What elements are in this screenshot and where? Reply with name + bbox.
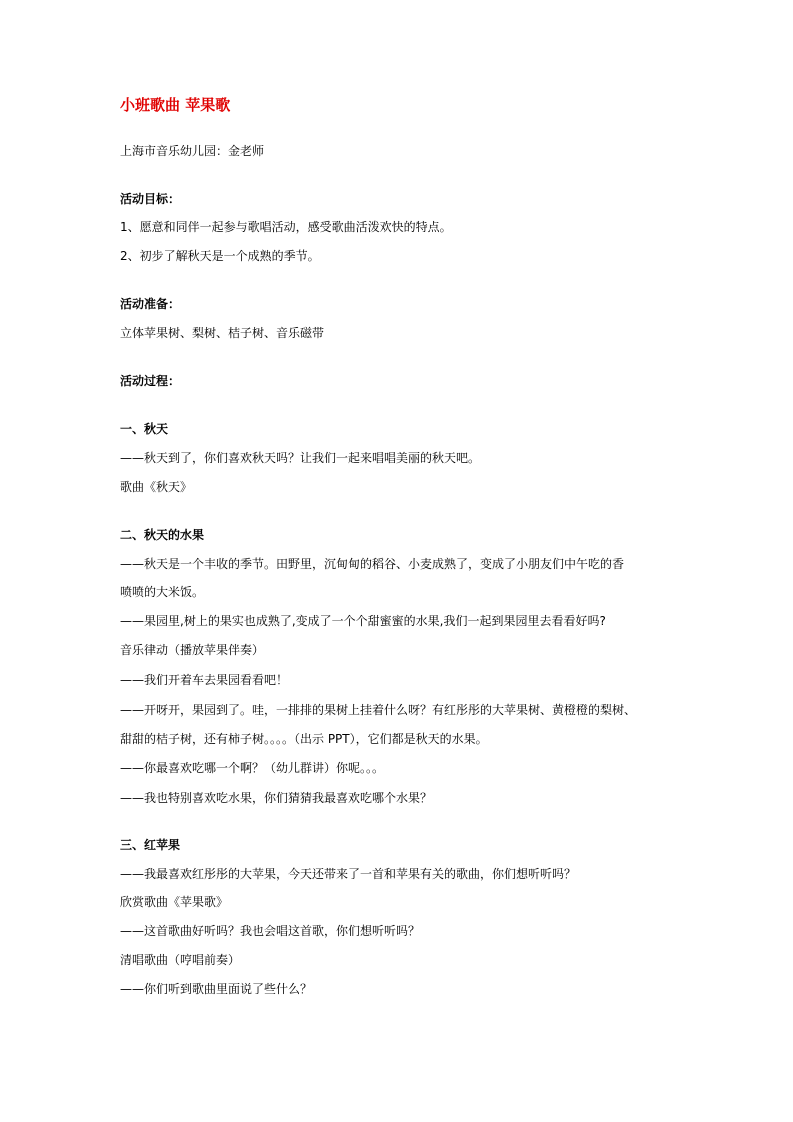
goal-item: 2、初步了解秋天是一个成熟的季节。 [120, 249, 320, 263]
paragraph-line: ——我们开着车去果园看看吧！ [120, 673, 289, 687]
section-heading-fruits: 二、秋天的水果 [120, 528, 205, 542]
goals-heading: 活动目标： [120, 192, 181, 206]
paragraph-line: 甜甜的桔子树，还有柿子树。。。。（出示 PPT），它们都是秋天的水果。 [120, 732, 488, 746]
paragraph-line: ——秋天到了，你们喜欢秋天吗？让我们一起来唱唱美丽的秋天吧。 [120, 451, 481, 465]
section-heading-autumn: 一、秋天 [120, 422, 169, 436]
paragraph-line: ——我也特别喜欢吃水果，你们猜猜我最喜欢吃哪个水果？ [120, 791, 433, 805]
paragraph-line: 歌曲《秋天》 [120, 480, 193, 494]
section-heading-red-apple: 三、红苹果 [120, 838, 181, 852]
paragraph-line: 清唱歌曲（哼唱前奏） [120, 953, 241, 967]
author-line: 上海市音乐幼儿园：金老师 [120, 144, 265, 158]
paragraph-line: ——你们听到歌曲里面说了些什么？ [120, 982, 313, 996]
process-heading: 活动过程： [120, 374, 181, 388]
paragraph-line: ——你最喜欢吃哪一个啊？（幼儿群讲）你呢。。。 [120, 761, 385, 775]
paragraph-line: ——这首歌曲好听吗？我也会唱这首歌，你们想听听吗？ [120, 924, 421, 938]
paragraph-line: ——秋天是一个丰收的季节。田野里，沉甸甸的稻谷、小麦成熟了，变成了小朋友们中午吃的香 [120, 557, 625, 571]
paragraph-line: ——果园里,树上的果实也成熟了,变成了一个个甜蜜蜜的水果,我们一起到果园里去看看好吗? [120, 614, 606, 628]
paragraph-line: ——我最喜欢红彤彤的大苹果，今天还带来了一首和苹果有关的歌曲，你们想听听吗？ [120, 867, 577, 881]
paragraph-line: ——开呀开，果园到了。哇，一排排的果树上挂着什么呀？有红彤彤的大苹果树、黄橙橙的梨树、 [120, 703, 637, 717]
paragraph-line: 音乐律动（播放苹果伴奏） [120, 643, 265, 657]
preparation-heading: 活动准备： [120, 297, 181, 311]
paragraph-line: 喷喷的大米饭。 [120, 585, 205, 599]
page-title: 小班歌曲 苹果歌 [120, 96, 231, 114]
goal-item: 1、愿意和同伴一起参与歌唱活动，感受歌曲活泼欢快的特点。 [120, 220, 452, 234]
preparation-text: 立体苹果树、梨树、桔子树、音乐磁带 [120, 326, 325, 340]
paragraph-line: 欣赏歌曲《苹果歌》 [120, 895, 229, 909]
